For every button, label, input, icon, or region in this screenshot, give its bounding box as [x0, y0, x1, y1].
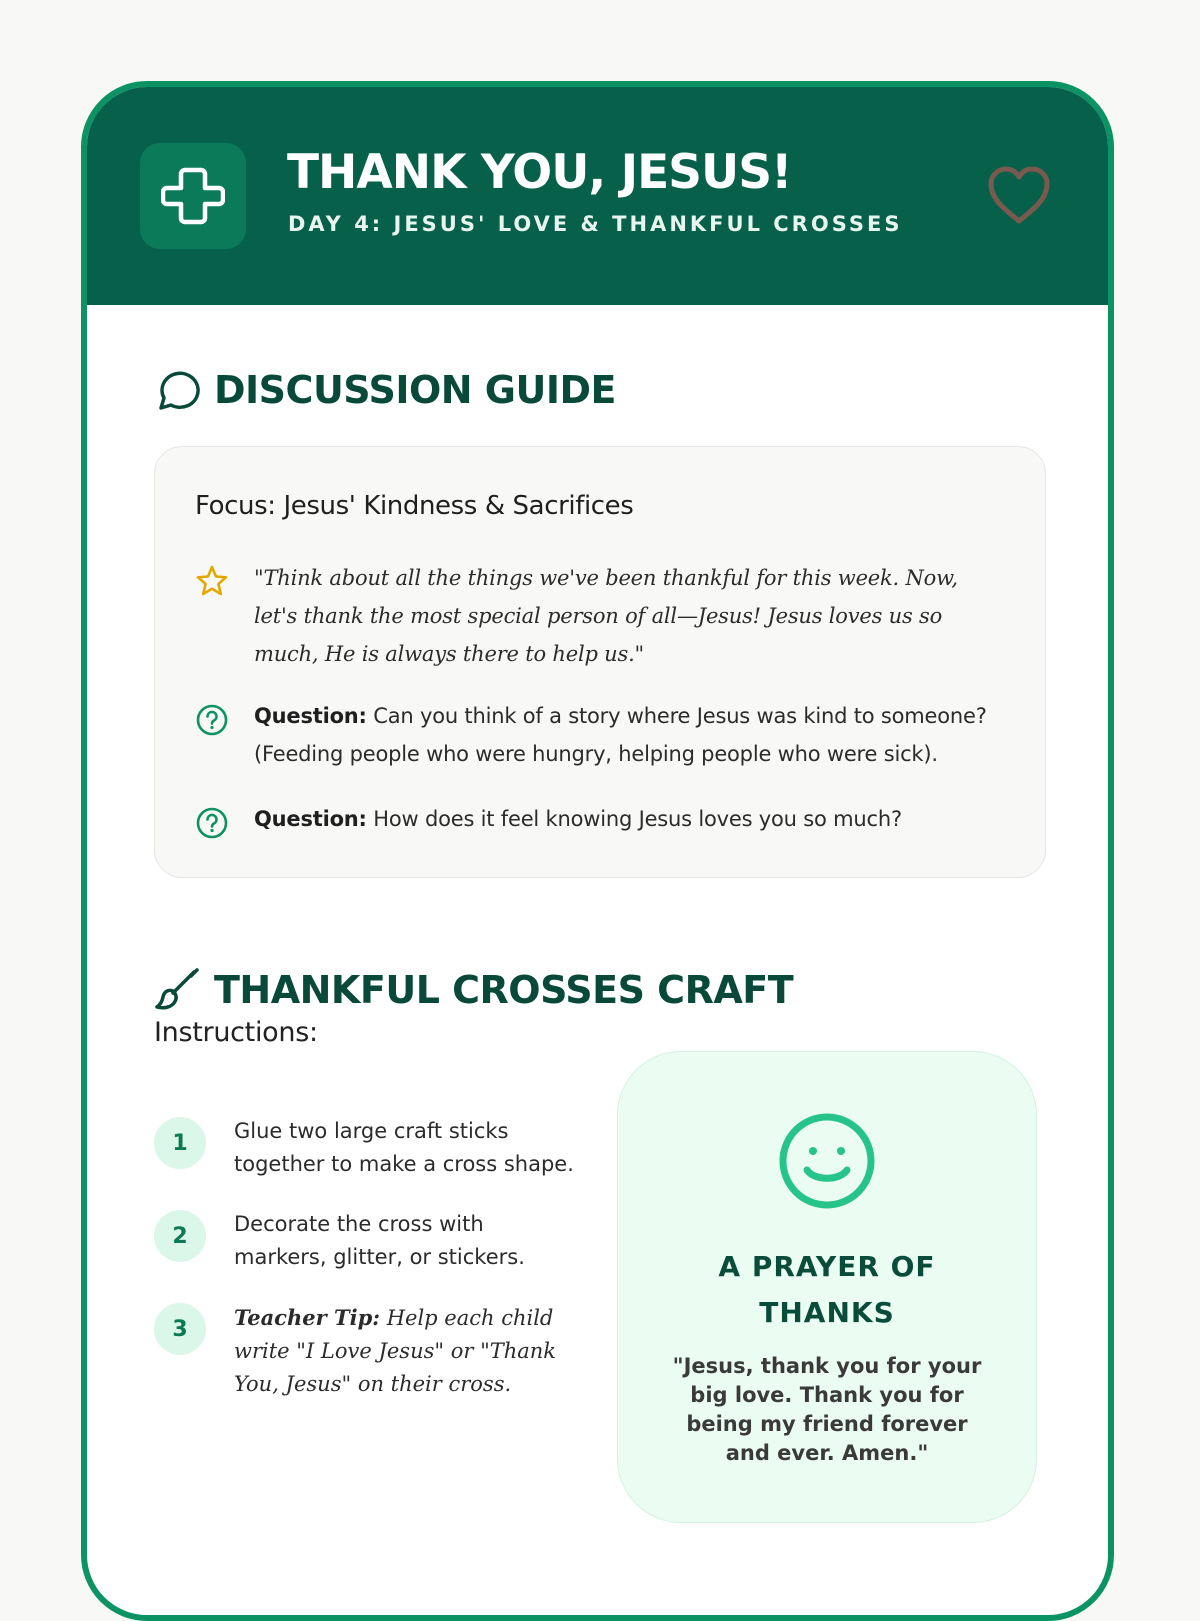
step-text: Glue two large craft sticks together to make a cross shape.	[234, 1119, 574, 1176]
lesson-card	[81, 81, 1114, 1621]
prayer-card	[617, 1051, 1037, 1523]
question-row-2	[195, 800, 995, 842]
quote-row	[195, 559, 995, 679]
step-number: 1	[154, 1117, 206, 1169]
question-circle-icon	[195, 703, 229, 737]
step-number: 2	[154, 1210, 206, 1262]
star-icon	[195, 564, 229, 598]
chat-bubble-icon	[154, 367, 200, 413]
step-text: Decorate the cross with markers, glitter, or stickers.	[234, 1212, 525, 1269]
paintbrush-icon	[154, 967, 200, 1013]
teacher-tip-label: Teacher Tip:	[234, 1305, 381, 1330]
quote-text: "Think about all the things we've been thankful for this week. Now, let's thank the most special person of all—Jesus! Jesus loves us so much, He is always there to help us."	[254, 566, 958, 666]
prayer-title: A PRAYER OF THANKS	[718, 1250, 936, 1329]
smiley-icon	[776, 1110, 878, 1212]
question-row-1	[195, 697, 995, 777]
discussion-heading	[154, 367, 616, 413]
question-text-2: Question: How does it feel knowing Jesus loves you so much?	[254, 807, 902, 831]
prayer-text: "Jesus, thank you for your big love. Thank you for being my friend forever and ever. Amen."	[672, 1354, 982, 1465]
focus-line: Focus: Jesus' Kindness & Sacrifices	[195, 491, 634, 521]
step-number: 3	[154, 1303, 206, 1355]
discussion-guide-box	[154, 446, 1046, 878]
step-text: Teacher Tip: Help each child write "I Love Jesus" or "Thank You, Jesus" on their cross.	[234, 1305, 557, 1396]
instructions-label: Instructions:	[154, 1017, 318, 1048]
page-subtitle: DAY 4: JESUS' LOVE & THANKFUL CROSSES	[288, 212, 903, 236]
page-title: THANK YOU, JESUS!	[287, 145, 792, 200]
craft-heading-text: THANKFUL CROSSES CRAFT	[214, 968, 794, 1012]
craft-heading	[154, 967, 793, 1013]
cross-icon	[161, 164, 225, 228]
heart-icon[interactable]	[986, 165, 1052, 227]
header	[87, 87, 1108, 305]
logo-tile	[140, 143, 246, 249]
question-text-1: Question: Can you think of a story where Jesus was kind to someone? (Feeding people who were hungry, helping people who were sick).	[254, 704, 987, 766]
question-circle-icon	[195, 806, 229, 840]
discussion-heading-text: DISCUSSION GUIDE	[214, 368, 616, 412]
